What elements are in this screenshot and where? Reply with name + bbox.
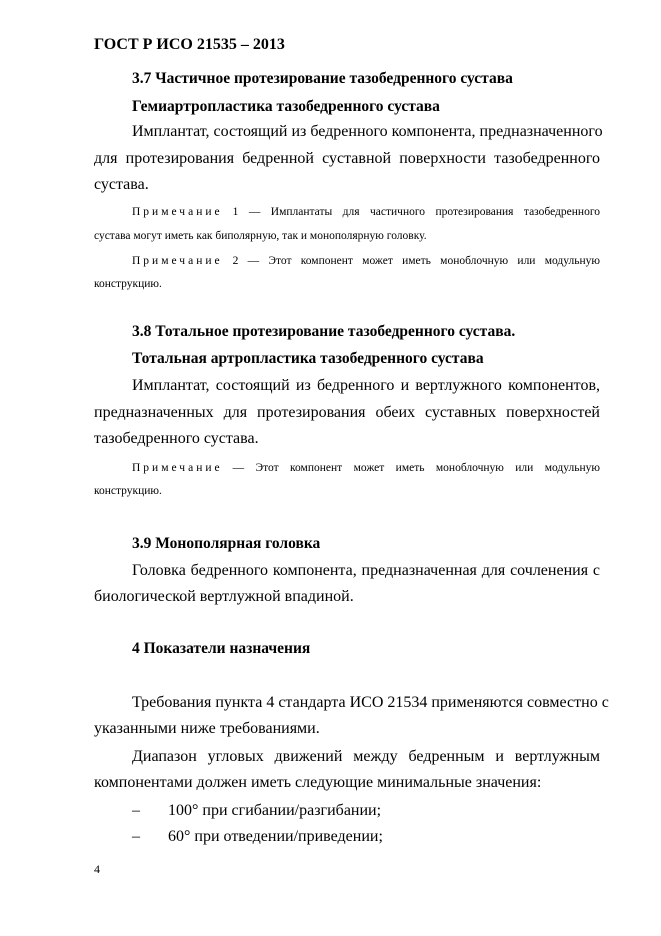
section-3-7-title: 3.7 Частичное протезирование тазобедренного сустава <box>132 70 513 87</box>
section-3-7-note-2 <box>132 255 600 267</box>
note-text-line: сустава могут иметь как биполярную, так и монополярную головку. <box>94 230 427 242</box>
page-number: 4 <box>94 862 100 876</box>
section-3-7-text-line: сустава. <box>94 176 149 193</box>
note-text-line: конструкцию. <box>94 278 162 290</box>
section-4-text-line: Диапазон угловых движений между бедренным и вертлужным <box>132 748 600 765</box>
list-item: 60° при отведении/приведении; <box>168 828 383 845</box>
section-3-7-text-line: для протезирования бедренной суставной поверхности тазобедренного <box>94 150 600 167</box>
list-item: 100° при сгибании/разгибании; <box>168 802 382 819</box>
section-3-8-subtitle: Тотальная артропластика тазобедренного сустава <box>132 350 484 367</box>
note-label: Примечание <box>132 255 223 267</box>
list-item-dash: – <box>132 828 140 845</box>
section-4-title: 4 Показатели назначения <box>132 640 311 657</box>
section-3-7-note-1 <box>132 206 600 218</box>
section-4-text-line: компонентами должен иметь следующие минимальные значения: <box>94 774 542 791</box>
note-label: Примечание <box>132 462 223 474</box>
section-4-text-line: указанными ниже требованиями. <box>94 720 320 737</box>
note-label: Примечание <box>132 206 223 218</box>
note-text: 1 — Имплантаты для частичного протезирования тазобедренного <box>232 206 600 218</box>
list-item-dash: – <box>132 802 140 819</box>
section-3-7-text-line: Имплантат, состоящий из бедренного компонента, предназначенного <box>132 123 603 140</box>
section-3-9-text-line: Головка бедренного компонента, предназначенная для сочленения с <box>132 562 600 579</box>
note-text: 2 — Этот компонент может иметь моноблочную или модульную <box>232 255 600 267</box>
note-text-line: конструкцию. <box>94 485 162 497</box>
section-3-8-title: 3.8 Тотальное протезирование тазобедренного сустава. <box>132 323 516 340</box>
section-3-7-subtitle: Гемиартропластика тазобедренного сустава <box>132 98 440 115</box>
document-header: ГОСТ Р ИСО 21535 – 2013 <box>94 36 285 53</box>
section-3-9-title: 3.9 Монополярная головка <box>132 535 321 552</box>
note-text: — Этот компонент может иметь моноблочную или модульную <box>232 462 600 474</box>
section-3-8-note <box>132 462 600 474</box>
section-3-8-text-line: Имплантат, состоящий из бедренного и вертлужного компонентов, <box>132 377 600 394</box>
section-3-8-text-line: тазобедренного сустава. <box>94 430 259 447</box>
section-3-9-text-line: биологической вертлужной впадиной. <box>94 588 354 605</box>
section-3-8-text-line: предназначенных для протезирования обеих суставных поверхностей <box>94 404 600 421</box>
section-4-text-line: Требования пункта 4 стандарта ИСО 21534 применяются совместно с <box>132 694 609 711</box>
